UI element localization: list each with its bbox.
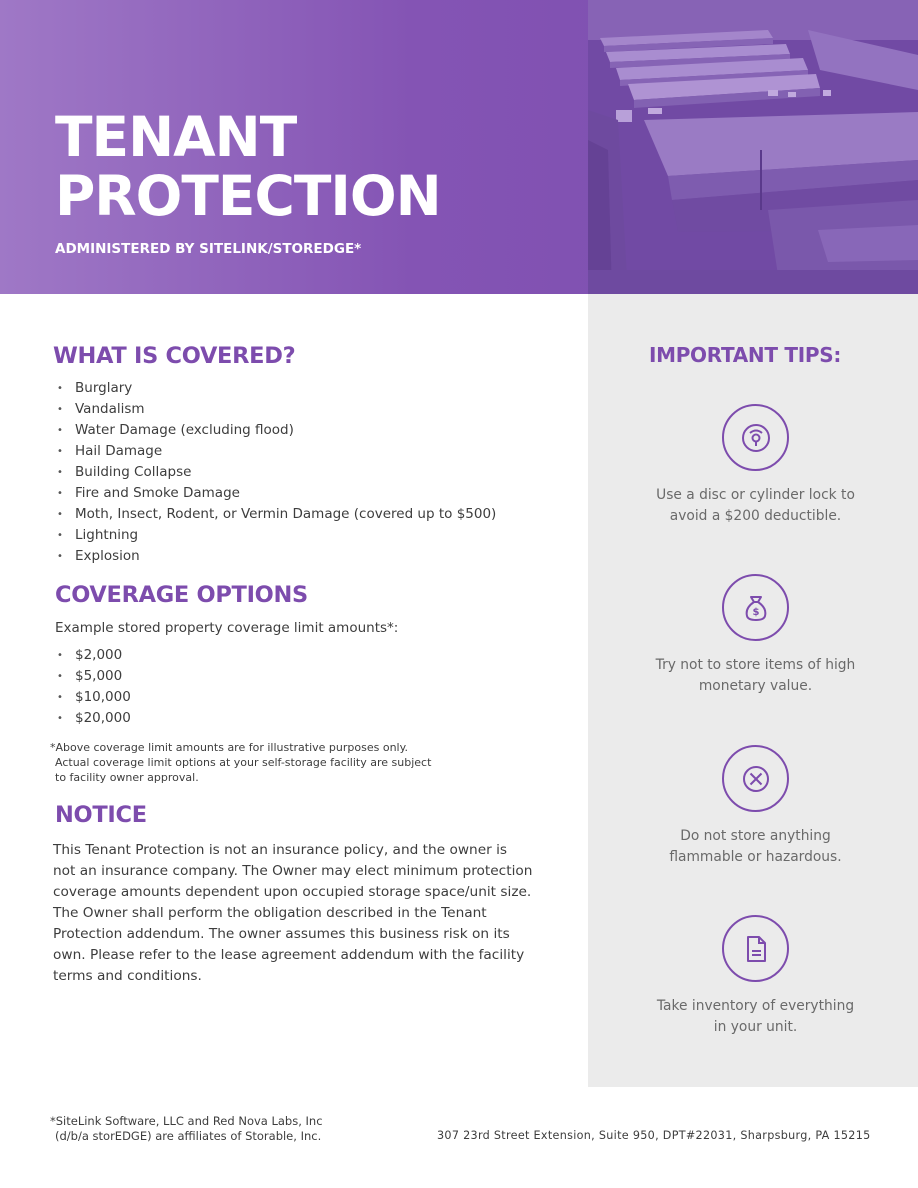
notice-body: This Tenant Protection is not an insurance policy, and the owner is not an insurance company. The Owner may elect minimum protection coverage amounts dependent upon occupied storage space/unit size. The Owner shall perform the obligation described in the Tenant Protection addendum. The owner assumes this business risk on its own. Please refer to the lease agreement addendum with the facility terms and conditions. (53, 842, 533, 984)
footer-affiliates (50, 1114, 323, 1144)
tip-text (588, 655, 918, 697)
storage-facility-photo (588, 0, 918, 294)
list-item: • Lightning (55, 525, 496, 546)
disclaimer-line: to facility owner approval. (55, 771, 199, 784)
tip-text-line: Do not store anything (680, 828, 831, 844)
list-item: • Burglary (55, 378, 496, 399)
list-item: • Explosion (55, 546, 496, 567)
hero-banner (0, 0, 918, 294)
list-item: • Vandalism (55, 399, 496, 420)
document-icon (739, 932, 773, 966)
list-item: • Water Damage (excluding flood) (55, 420, 496, 441)
coverage-disclaimer (50, 740, 450, 785)
tip-inventory (588, 915, 918, 1038)
disclaimer-line: Actual coverage limit options at your self-storage facility are subject (55, 756, 432, 769)
list-item: • Building Collapse (55, 462, 496, 483)
tip-lock (588, 404, 918, 527)
list-item: • Moth, Insect, Rodent, or Vermin Damage (covered up to $500) (55, 504, 496, 525)
tip-text (588, 996, 918, 1038)
tip-text-line: Take inventory of everything (656, 998, 855, 1014)
tip-icon-circle (722, 745, 789, 812)
tip-money (588, 574, 918, 697)
footer-affiliates-line: (d/b/a storEDGE) are affiliates of Storable, Inc. (55, 1129, 322, 1143)
tip-text-line: monetary value. (698, 678, 813, 694)
disclaimer-line: *Above coverage limit amounts are for illustrative purposes only. (50, 741, 409, 754)
page-title (55, 105, 441, 228)
list-item: • Fire and Smoke Damage (55, 483, 496, 504)
tips-heading: IMPORTANT TIPS: (648, 343, 842, 367)
tip-text-line: avoid a $200 deductible. (669, 508, 842, 524)
page-title-line-1: TENANT (55, 105, 297, 169)
money-bag-icon (739, 591, 773, 625)
covered-list (55, 378, 496, 567)
storage-facility-illustration (588, 0, 918, 294)
tip-icon-circle (722, 574, 789, 641)
coverage-intro: Example stored property coverage limit amounts*: (55, 620, 399, 636)
tip-icon-circle (722, 404, 789, 471)
tip-icon-circle (722, 915, 789, 982)
list-item: • $20,000 (55, 708, 131, 729)
coverage-amount-list (55, 645, 131, 729)
page-title-line-2: PROTECTION (55, 164, 441, 228)
tip-text-line: flammable or hazardous. (669, 849, 842, 865)
footer-affiliates-line: *SiteLink Software, LLC and Red Nova Labs, Inc (50, 1114, 323, 1128)
list-item: • $5,000 (55, 666, 131, 687)
coverage-heading: COVERAGE OPTIONS (55, 582, 308, 608)
tip-text (588, 485, 918, 527)
tip-flammable (588, 745, 918, 868)
list-item: • $10,000 (55, 687, 131, 708)
svg-text:$: $ (752, 606, 759, 618)
list-item: • Hail Damage (55, 441, 496, 462)
tip-text-line: in your unit. (713, 1019, 798, 1035)
tip-text-line: Try not to store items of high (655, 657, 856, 673)
page-subtitle: ADMINISTERED BY SITELINK/STOREDGE* (55, 241, 362, 257)
prohibited-icon (739, 762, 773, 796)
lock-icon (739, 421, 773, 455)
list-item: • $2,000 (55, 645, 131, 666)
footer-address: 307 23rd Street Extension, Suite 950, DPT#22031, Sharpsburg, PA 15215 (437, 1129, 871, 1142)
notice-heading: NOTICE (55, 802, 147, 828)
tip-text-line: Use a disc or cylinder lock to (656, 487, 855, 503)
tip-text (588, 826, 918, 868)
covered-heading: WHAT IS COVERED? (53, 343, 296, 369)
